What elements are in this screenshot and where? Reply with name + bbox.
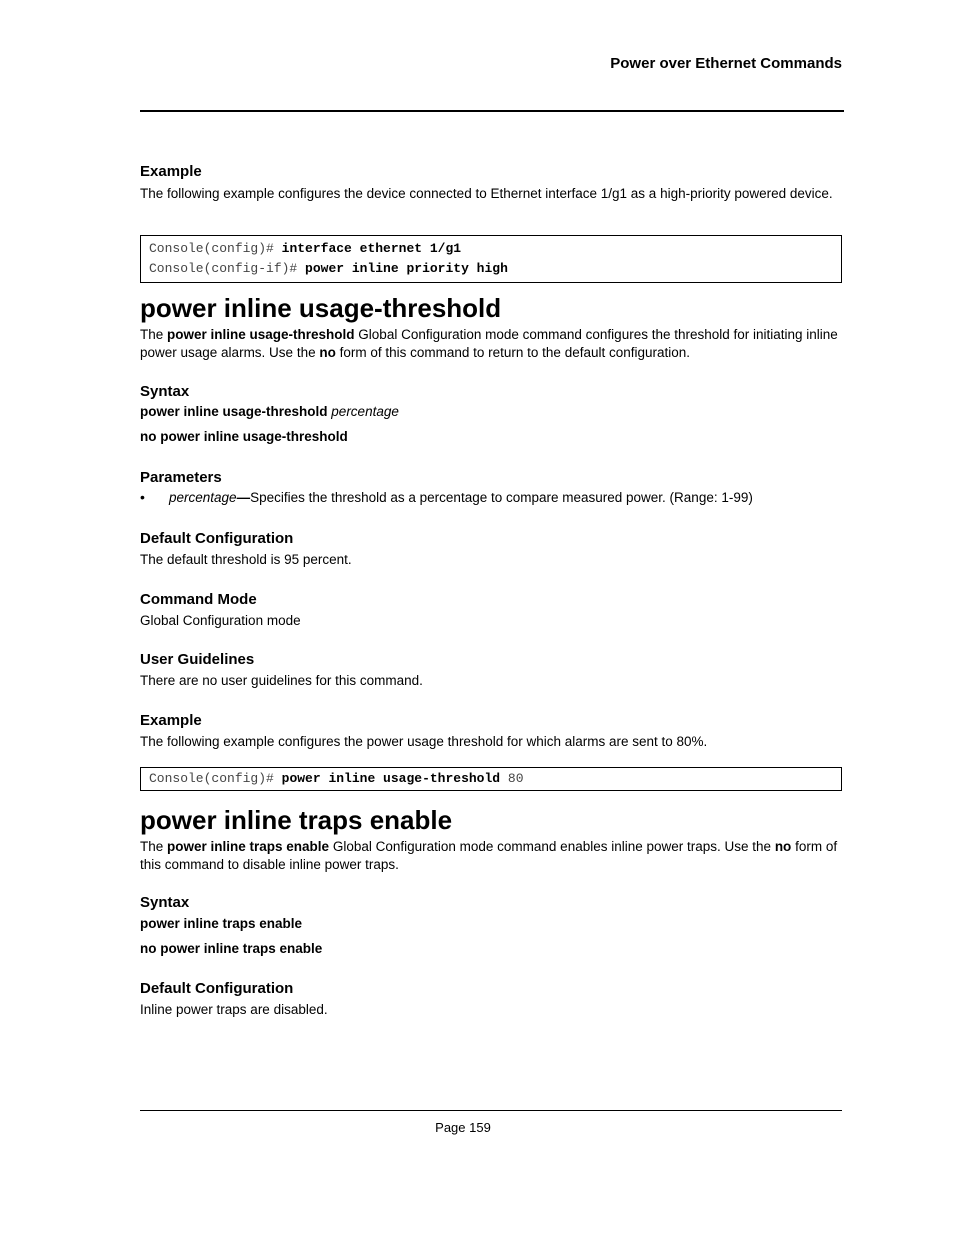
example-heading: Example <box>140 712 202 729</box>
code-prompt: Console(config)# <box>149 241 274 256</box>
syntax-line: power inline traps enable <box>140 916 303 931</box>
default-config-heading: Default Configuration <box>140 980 294 997</box>
footer-rule <box>140 1110 842 1111</box>
syntax-line: no power inline traps enable <box>140 941 323 956</box>
code-argument: 80 <box>507 771 524 786</box>
code-block <box>140 235 842 283</box>
code-line <box>149 259 841 279</box>
section-intro: The power inline traps enable Global Configuration mode command enables inline power traps. Use the no form of this command to disable inline power traps. <box>140 839 838 872</box>
code-block <box>140 767 842 791</box>
syntax-line: no power inline usage-threshold <box>140 429 348 444</box>
default-config-text: The default threshold is 95 percent. <box>140 552 352 567</box>
section-title: power inline traps enable <box>140 805 453 835</box>
default-config-text: Inline power traps are disabled. <box>140 1002 328 1017</box>
command-mode-text: Global Configuration mode <box>140 613 301 628</box>
default-config-heading: Default Configuration <box>140 530 294 547</box>
code-line <box>149 771 841 787</box>
code-prompt: Console(config)# <box>149 771 274 786</box>
parameters-heading: Parameters <box>140 469 222 486</box>
example-description: The following example configures the power usage threshold for which alarms are sent to 80%. <box>140 734 708 749</box>
code-command: power inline usage-threshold <box>281 771 501 786</box>
user-guidelines-heading: User Guidelines <box>140 651 255 668</box>
example-heading: Example <box>140 163 202 180</box>
command-mode-heading: Command Mode <box>140 591 257 608</box>
user-guidelines-text: There are no user guidelines for this command. <box>140 673 423 688</box>
syntax-line: power inline usage-threshold percentage <box>140 404 399 419</box>
syntax-heading: Syntax <box>140 894 190 911</box>
code-command: power inline priority high <box>305 261 508 276</box>
example-description: The following example configures the device connected to Ethernet interface 1/g1 as a high-priority powered device. <box>140 186 833 201</box>
header-rule <box>140 110 844 112</box>
bullet: • <box>140 489 145 505</box>
running-header: Power over Ethernet Commands <box>610 55 842 72</box>
code-command: interface ethernet 1/g1 <box>281 241 462 256</box>
code-line <box>149 239 841 259</box>
section-title: power inline usage-threshold <box>140 293 502 323</box>
section-intro: The power inline usage-threshold Global Configuration mode command configures the threshold for initiating inline power usage alarms. Use the no form of this command to return to the default configuration. <box>140 327 838 360</box>
page-number: Page 159 <box>435 1120 491 1135</box>
syntax-heading: Syntax <box>140 383 190 400</box>
parameter-item: percentage—Specifies the threshold as a percentage to compare measured power. (Range: 1-99) <box>169 490 753 505</box>
code-prompt: Console(config-if)# <box>149 261 298 276</box>
